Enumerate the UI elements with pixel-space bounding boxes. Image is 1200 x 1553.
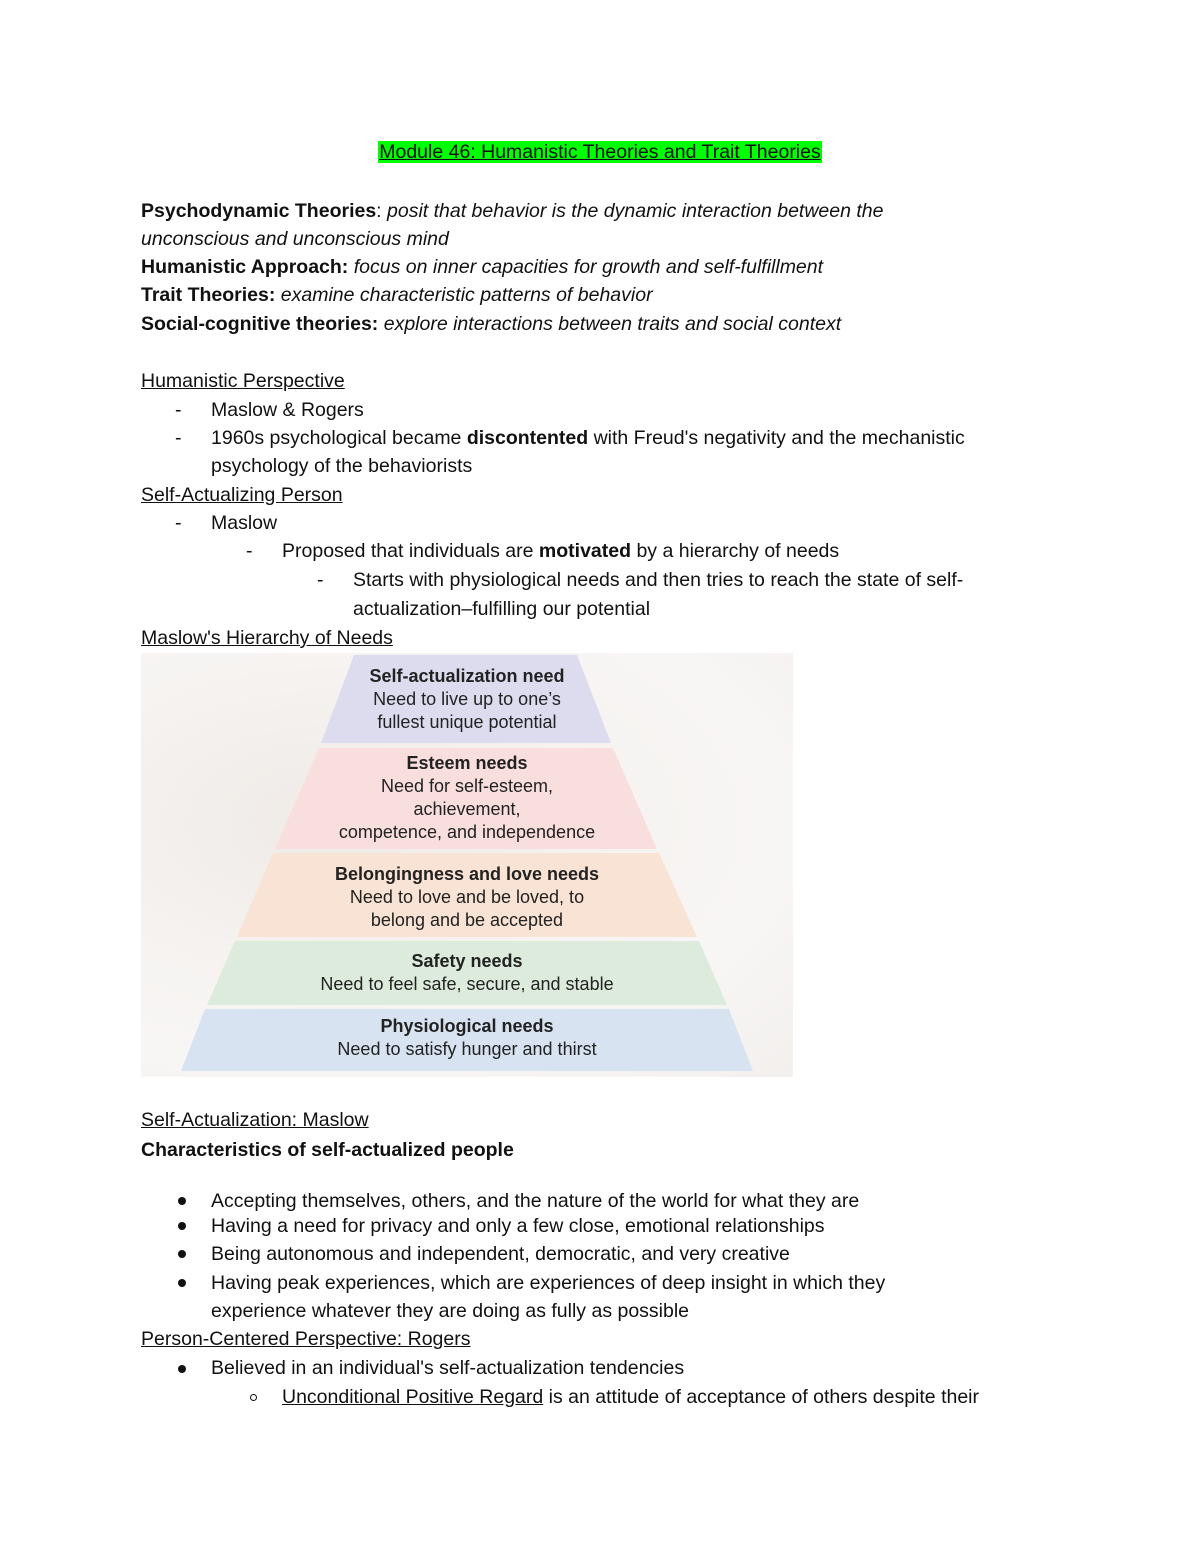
description: examine characteristic patterns of behavior [275,284,653,306]
separator: : [376,200,382,222]
list-item-cont: experience whatever they are doing as fully as possible [211,1300,690,1322]
page-title: Module 46: Humanistic Theories and Trait Theories [379,141,821,163]
tier-title: Belongingness and love needs [334,864,600,884]
tier-text: Need to live up to one’s [373,689,561,709]
tier-label-safety [141,950,793,996]
tier-label-esteem [141,752,793,844]
list-item: Believed in an individual's self-actualization tendencies [211,1357,685,1379]
emphasis: discontented [466,427,589,449]
tier-text: achievement, [413,799,521,819]
text: by a hierarchy of needs [631,540,840,562]
dash-bullet: - [246,540,253,562]
tier-text: fullest unique potential [377,712,557,732]
description: posit that behavior is the dynamic interaction between the [381,200,884,222]
maslow-pyramid-figure [141,653,793,1077]
text: with Freud's negativity and the mechanistic [588,427,965,449]
term: Psychodynamic Theories [141,200,377,222]
dash-bullet: - [175,427,182,449]
list-item: Maslow [211,512,278,534]
list-item [282,1383,979,1411]
title-block [0,141,1200,164]
list-item: Accepting themselves, others, and the nature of the world for what they are [211,1190,860,1212]
tier-text: Need to feel safe, secure, and stable [320,974,614,994]
text: Proposed that individuals are [282,540,539,562]
subheading-characteristics: Characteristics of self-actualized people [141,1139,514,1161]
definition-psychodynamic [141,197,883,225]
text: is an attitude of acceptance of others despite their [543,1386,980,1408]
dash-bullet: - [175,512,182,534]
list-item: Having a need for privacy and only a few close, emotional relationships [211,1215,825,1237]
bullet-dot [178,1222,186,1230]
dash-bullet: - [175,399,182,421]
section-heading-humanistic: Humanistic Perspective [141,370,345,392]
tier-text: Need for self-esteem, [380,776,554,796]
tier-title: Esteem needs [406,753,528,773]
list-item: Having peak experiences, which are experiences of deep insight in which they [211,1272,886,1294]
list-item-cont: actualization–fulfilling our potential [353,598,651,620]
tier-title: Safety needs [411,951,523,971]
emphasis: motivated [538,540,632,562]
definition-trait [141,281,653,309]
dash-bullet: - [317,569,324,591]
list-item [211,424,965,452]
tier-text: belong and be accepted [370,910,564,930]
term: Humanistic Approach: [141,256,349,278]
definition-psychodynamic-cont: unconscious and unconscious mind [141,228,449,250]
tier-text: Need to satisfy hunger and thirst [337,1039,597,1059]
text: 1960s psychological became [211,427,467,449]
section-heading-hierarchy: Maslow's Hierarchy of Needs [141,627,393,649]
definition-humanistic [141,253,823,281]
bullet-dot [178,1250,186,1258]
tier-text: competence, and independence [338,822,596,842]
description: focus on inner capacities for growth and self-fulfillment [348,256,824,278]
list-item: Maslow & Rogers [211,399,364,421]
bullet-dot [178,1365,186,1373]
tier-label-belongingness [141,863,793,932]
list-item-cont: psychology of the behaviorists [211,455,473,477]
tier-label-physiological [141,1015,793,1061]
tier-label-self-actualization [141,665,793,734]
section-heading-self-actualizing: Self-Actualizing Person [141,484,343,506]
definition-social-cognitive [141,310,841,338]
list-item [282,537,839,565]
bullet-dot [178,1197,186,1205]
bullet-circle [250,1394,257,1401]
term: Trait Theories: [141,284,276,306]
bullet-dot [178,1279,186,1287]
section-heading-person-centered: Person-Centered Perspective: Rogers [141,1328,471,1350]
list-item: Being autonomous and independent, democratic, and very creative [211,1243,790,1265]
section-heading-self-actualization-maslow: Self-Actualization: Maslow [141,1109,369,1131]
tier-title: Physiological needs [380,1016,554,1036]
tier-text: Need to love and be loved, to [349,887,585,907]
term: Unconditional Positive Regard [282,1386,544,1408]
list-item: Starts with physiological needs and then tries to reach the state of self- [353,569,964,591]
description: explore interactions between traits and social context [378,313,842,335]
term: Social-cognitive theories: [141,313,379,335]
tier-title: Self-actualization need [369,666,565,686]
